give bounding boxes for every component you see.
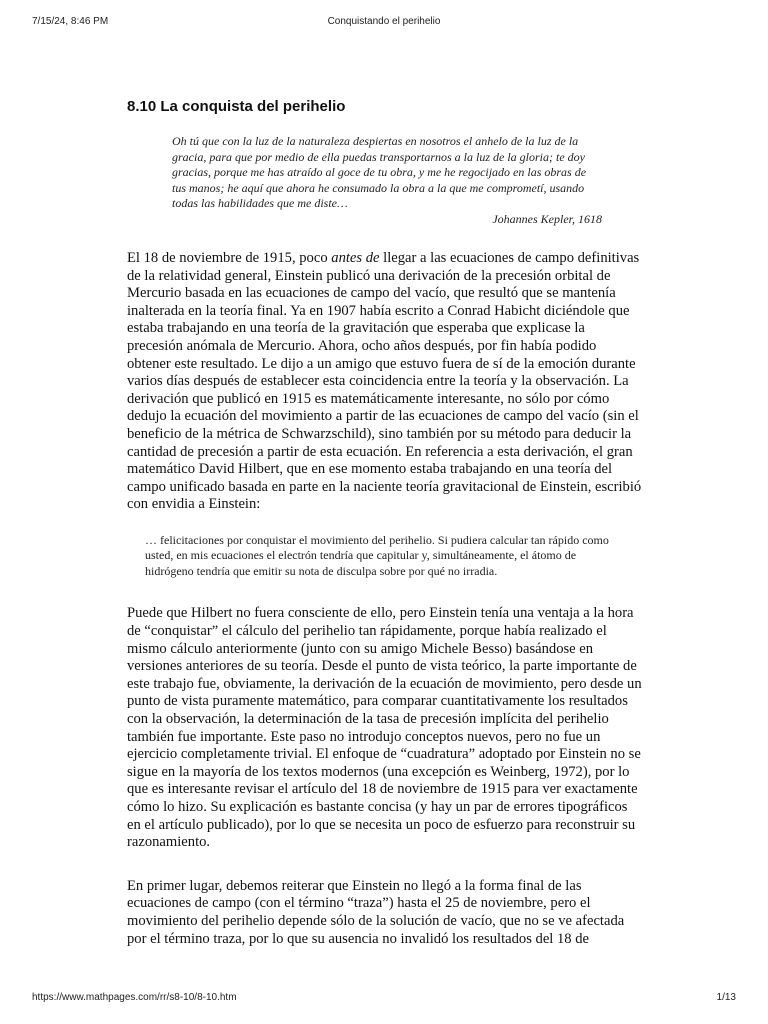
print-footer [0,992,768,1008]
paragraph-2: Puede que Hilbert no fuera consciente de ello, pero Einstein tenía una ventaja a la hora de “conquistar” el cálculo del perihelio tan rápidamente, porque había realizado el mismo cálculo anteriormente (junto con su amigo Michele Besso) basándose en versiones anteriores de su teoría. Desde el punto de vista teórico, la parte importante de este trabajo fue, obviamente, la derivación de la ecuación de movimiento, pero desde un punto de vista puramente matemático, para comparar cuantitativamente los resultados con la observación, la determinación de la tasa de precesión implícita del perihelio también fue importante. Este paso no introdujo conceptos nuevos, pero no fue un ejercicio completamente trivial. El enfoque de “cuadratura” adoptado por Einstein no se sigue en la mayoría de los textos modernos (una excepción es Weinberg, 1972), por lo que es interesante revisar el artículo del 18 de noviembre de 1915 para ver exactamente cómo lo hizo. Su explicación es bastante concisa (y hay un par de errores tipográficos en el artículo publicado), por lo que se necesita un poco de esfuerzo para reconstruir su razonamiento. [127,605,642,851]
epigraph-text: Oh tú que con la luz de la naturaleza despiertas en nosotros el anhelo de la luz de la gracia, para que por medio de ella puedas transportarnos a la luz de la gloria; te doy gracias, porque me has atraído al goce de tu obra, y me he regocijado en las obras de tus manos; he aquí que ahora he consumado la obra a la que me comprometí, usando todas las habilidades que me diste… [172,134,587,210]
paragraph-1 [127,250,643,514]
paragraph-1-rest: llegar a las ecuaciones de campo definitivas de la relatividad general, Einstein publicó una derivación de la precesión orbital de Mercurio basada en las ecuaciones de campo del vacío, que resultó que se mantenía inalterada en la teoría final. Ya en 1907 había escrito a Conrad Habicht diciéndole que estaba trabajando en una teoría de la gravitación que esperaba que explicase la precesión anómala de Mercurio. Ahora, ocho años después, por fin había podido obtener este resultado. Le dijo a un amigo que estuvo fuera de sí de la emoción durante varios días después de establecer esta coincidencia entre la teoría y la observación. La derivación que publicó en 1915 es matemáticamente interesante, no sólo por cómo dedujo la ecuación del movimiento a partir de las ecuaciones de campo del vacío (sin el beneficio de la métrica de Schwarzschild), sino también por su método para deducir la cantidad de precesión a partir de esta ecuación. En referencia a esta derivación, el gran matemático David Hilbert, que en ese momento estaba trabajando en una teoría del campo unificado basada en parte en la naciente teoría gravitacional de Einstein, escribió con envidia a Einstein: [127,250,642,513]
source-url[interactable]: https://www.mathpages.com/rr/s8-10/8-10.htm [32,992,237,1003]
article [127,97,643,948]
epigraph [172,134,602,227]
epigraph-attribution: Johannes Kepler, 1618 [492,211,602,226]
hilbert-quote: … felicitaciones por conquistar el movimiento del perihelio. Si pudiera calcular tan rápido como usted, en mis ecuaciones el electrón tendría que capitular y, simultáneamente, el átomo de hidrógeno tendría que emitir su nota de disculpa sobre por qué no irradia. [145,532,609,578]
section-title: 8.10 La conquista del perihelio [127,98,346,115]
paragraph-1-start: El 18 de noviembre de 1915, poco [127,250,332,266]
epigraph-attribution-row [172,212,602,228]
paragraph-1-emphasis: antes de [331,250,380,266]
paragraph-3: En primer lugar, debemos reiterar que Einstein no llegó a la forma final de las ecuaciones de campo (con el término “traza”) hasta el 25 de noviembre, pero el movimiento del perihelio depende sólo de la solución de vacío, que no se ve afectada por el término traza, por lo que su ausencia no invalidó los resultados del 18 de [127,877,625,947]
print-header [0,16,768,32]
page-number: 1/13 [716,992,736,1003]
print-datetime: 7/15/24, 8:46 PM [32,16,109,27]
print-page-title: Conquistando el perihelio [327,16,441,27]
